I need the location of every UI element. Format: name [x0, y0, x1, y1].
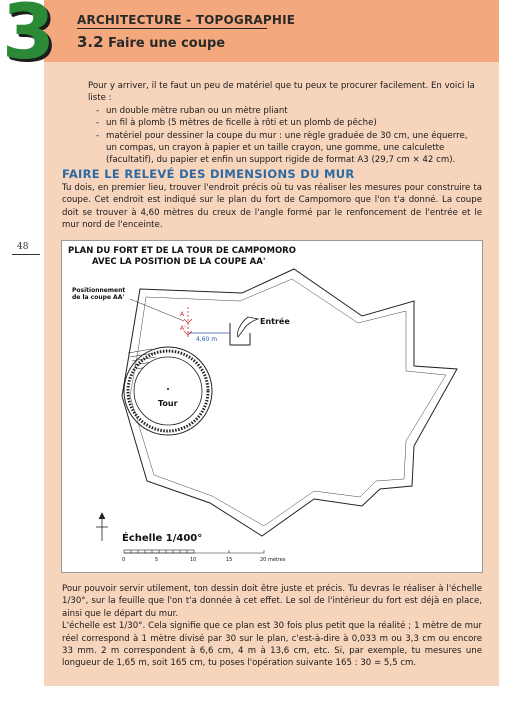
scale-tick-0: 0	[122, 557, 126, 563]
subtitle-number: 3.2	[77, 33, 104, 51]
plan-title-line2: AVEC LA POSITION DE LA COUPE AA'	[92, 257, 266, 267]
section-subtitle	[77, 33, 225, 51]
section-paragraph: Tu dois, en premier lieu, trouver l'endroit précis où tu vas réaliser les mesures pour construire ta coupe. Cet endroit est indiqué sur le plan du fort de Campomoro que l'on t'a donné. La coupe doit se trouver à 4,60 mètres du creux de l'angle formé par le renfoncement de l'entrée et le mur nord de l'enceinte.	[62, 183, 482, 231]
scale-explanation	[62, 583, 482, 670]
tower-inner-ring	[134, 357, 202, 425]
distance-label: 4,60 m	[196, 336, 218, 343]
header-band	[44, 0, 499, 62]
marker-a-label: A	[180, 311, 185, 318]
list-item: - matériel pour dessiner la coupe du mur : une règle graduée de 30 cm, une équerre, un compas, un crayon à papier et un taille crayon, une gomme, une calculette (facultatif), du papier et enfin un support rigide de format A3 (29,7 cm × 42 cm).	[96, 130, 480, 167]
tower-center-point	[167, 388, 169, 390]
chapter-title: ARCHITECTURE - TOPOGRAPHIE	[77, 13, 296, 27]
materials-intro	[88, 80, 480, 167]
subtitle-text: Faire une coupe	[108, 36, 226, 51]
chapter-number: 3	[2, 0, 53, 76]
plan-title-line1: PLAN DU FORT ET DE LA TOUR DE CAMPOMORO	[68, 246, 296, 256]
fort-plan-figure	[61, 240, 483, 573]
list-item: - un double mètre ruban ou un mètre pliant	[96, 105, 480, 117]
scale-tick-5: 5	[155, 557, 159, 563]
scale-bar	[124, 550, 264, 553]
scale-tick-15: 15	[226, 557, 233, 563]
scale-label: Échelle 1/400°	[122, 533, 203, 544]
scale-tick-20: 20 mètres	[260, 557, 286, 563]
page-number: 48	[17, 242, 29, 252]
positioning-leader-line	[130, 299, 184, 321]
positioning-label-line2: de la coupe AA'	[72, 294, 125, 301]
list-item: - un fil à plomb (5 mètres de ficelle à rôti et un plomb de pêche)	[96, 117, 480, 129]
intro-lead: Pour y arriver, il te faut un peu de matériel que tu peux te procurer facilement. En voici la liste :	[88, 81, 475, 104]
north-arrow-icon	[96, 513, 108, 541]
plan-title	[68, 246, 296, 268]
entrance-label: Entrée	[260, 317, 290, 326]
marker-a-prime-label: A'	[180, 325, 186, 332]
scale-tick-10: 10	[190, 557, 197, 563]
entrance-arrow-icon	[237, 317, 258, 337]
positioning-label-line1: Positionnement	[72, 287, 126, 294]
materials-list	[88, 105, 480, 167]
title-divider	[77, 28, 267, 29]
positioning-label	[72, 287, 125, 301]
section-heading: FAIRE LE RELEVÉ DES DIMENSIONS DU MUR	[62, 167, 355, 181]
page-number-rule	[12, 254, 40, 255]
scale-paragraph-2: L'échelle est 1/30°. Cela signifie que ce plan est 30 fois plus petit que la réalité ; 1 mètre de mur réel correspond à 1 mètre divisé par 30 sur le plan, c'est-à-dire à 0,033 m ou 3,3 cm ou encore 33 mm. 2 m correspondent à 6,6 cm, 4 m à 13,6 cm, etc. Si, par exemple, tu mesures une longueur de 1,65 m, soit 165 cm, tu poses l'opération suivante 165 : 30 = 5,5 cm.	[62, 621, 482, 669]
scale-paragraph-1: Pour pouvoir servir utilement, ton dessin doit être juste et précis. Tu devras le réaliser à l'échelle 1/30°, sur la feuille que l'on t'a donnée à cet effet. Le sol de l'intérieur du fort est déjà en place, ainsi que le départ du mur.	[62, 584, 482, 619]
tower-label: Tour	[158, 399, 178, 408]
